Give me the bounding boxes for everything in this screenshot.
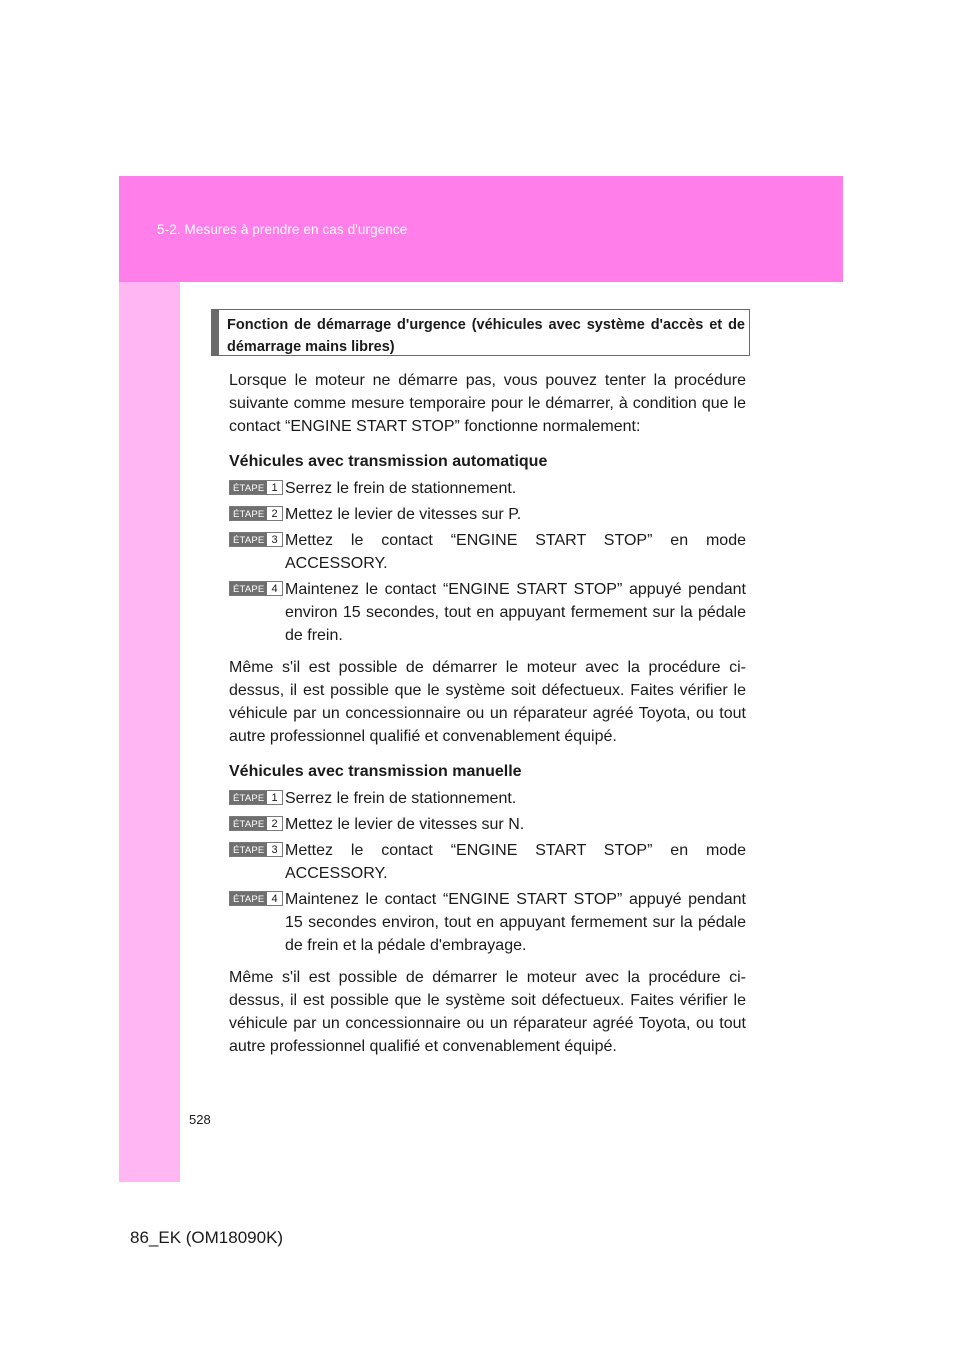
step-badge: ÉTAPE 3	[229, 532, 283, 547]
step-badge: ÉTAPE 1	[229, 480, 283, 495]
step-text: Serrez le frein de stationnement.	[285, 790, 517, 807]
step-item	[229, 813, 746, 836]
step-item	[229, 578, 746, 647]
step-text: Serrez le frein de stationnement.	[285, 480, 517, 497]
step-text: Mettez le contact “ENGINE START STOP” en mode ACCESSORY.	[285, 842, 746, 882]
step-text: Mettez le levier de vitesses sur N.	[285, 816, 525, 833]
automatic-note: Même s'il est possible de démarrer le moteur avec la procédure ci-dessus, il est possible que le système soit défectueux. Faites vérifier le véhicule par un concessionnaire ou un réparateur agréé Toyota, ou tout autre professionnel qualifié et convenablement équipé.	[229, 659, 746, 745]
manual-steps	[229, 787, 746, 957]
step-badge: ÉTAPE 2	[229, 506, 283, 521]
section-title: 5-2. Mesures à prendre en cas d'urgence	[157, 222, 408, 237]
step-badge: ÉTAPE 3	[229, 842, 283, 857]
step-badge: ÉTAPE 4	[229, 891, 283, 906]
section-header-band	[119, 176, 843, 282]
step-badge: ÉTAPE 1	[229, 790, 283, 805]
step-text: Maintenez le contact “ENGINE START STOP” appuyé pendant 15 secondes environ, tout en appuyant fermement sur la pédale de frein et la pédale d'embrayage.	[285, 891, 746, 954]
step-text: Mettez le levier de vitesses sur P.	[285, 506, 522, 523]
automatic-heading: Véhicules avec transmission automatique	[229, 453, 548, 470]
intro-paragraph: Lorsque le moteur ne démarre pas, vous pouvez tenter la procédure suivante comme mesure temporaire pour le démarrer, à condition que le contact “ENGINE START STOP” fonctionne normalement:	[229, 372, 746, 435]
automatic-steps	[229, 477, 746, 647]
step-badge: ÉTAPE 2	[229, 816, 283, 831]
procedure-title-box: Fonction de démarrage d'urgence (véhicules avec système d'accès et de démarrage mains libres)	[211, 309, 750, 356]
step-badge: ÉTAPE 4	[229, 581, 283, 596]
step-item	[229, 888, 746, 957]
document-code: 86_EK (OM18090K)	[130, 1228, 284, 1247]
side-margin-band	[119, 282, 180, 1182]
main-content	[229, 369, 746, 1070]
step-text: Maintenez le contact “ENGINE START STOP” appuyé pendant environ 15 secondes, tout en appuyant fermement sur la pédale de frein.	[285, 581, 746, 644]
step-item	[229, 839, 746, 885]
step-item	[229, 787, 746, 810]
page-number: 528	[189, 1112, 211, 1127]
step-item	[229, 503, 746, 526]
step-text: Mettez le contact “ENGINE START STOP” en mode ACCESSORY.	[285, 532, 746, 572]
manual-heading: Véhicules avec transmission manuelle	[229, 763, 522, 780]
manual-note: Même s'il est possible de démarrer le moteur avec la procédure ci-dessus, il est possible que le système soit défectueux. Faites vérifier le véhicule par un concessionnaire ou un réparateur agréé Toyota, ou tout autre professionnel qualifié et convenablement équipé.	[229, 969, 746, 1055]
step-item	[229, 477, 746, 500]
step-item	[229, 529, 746, 575]
